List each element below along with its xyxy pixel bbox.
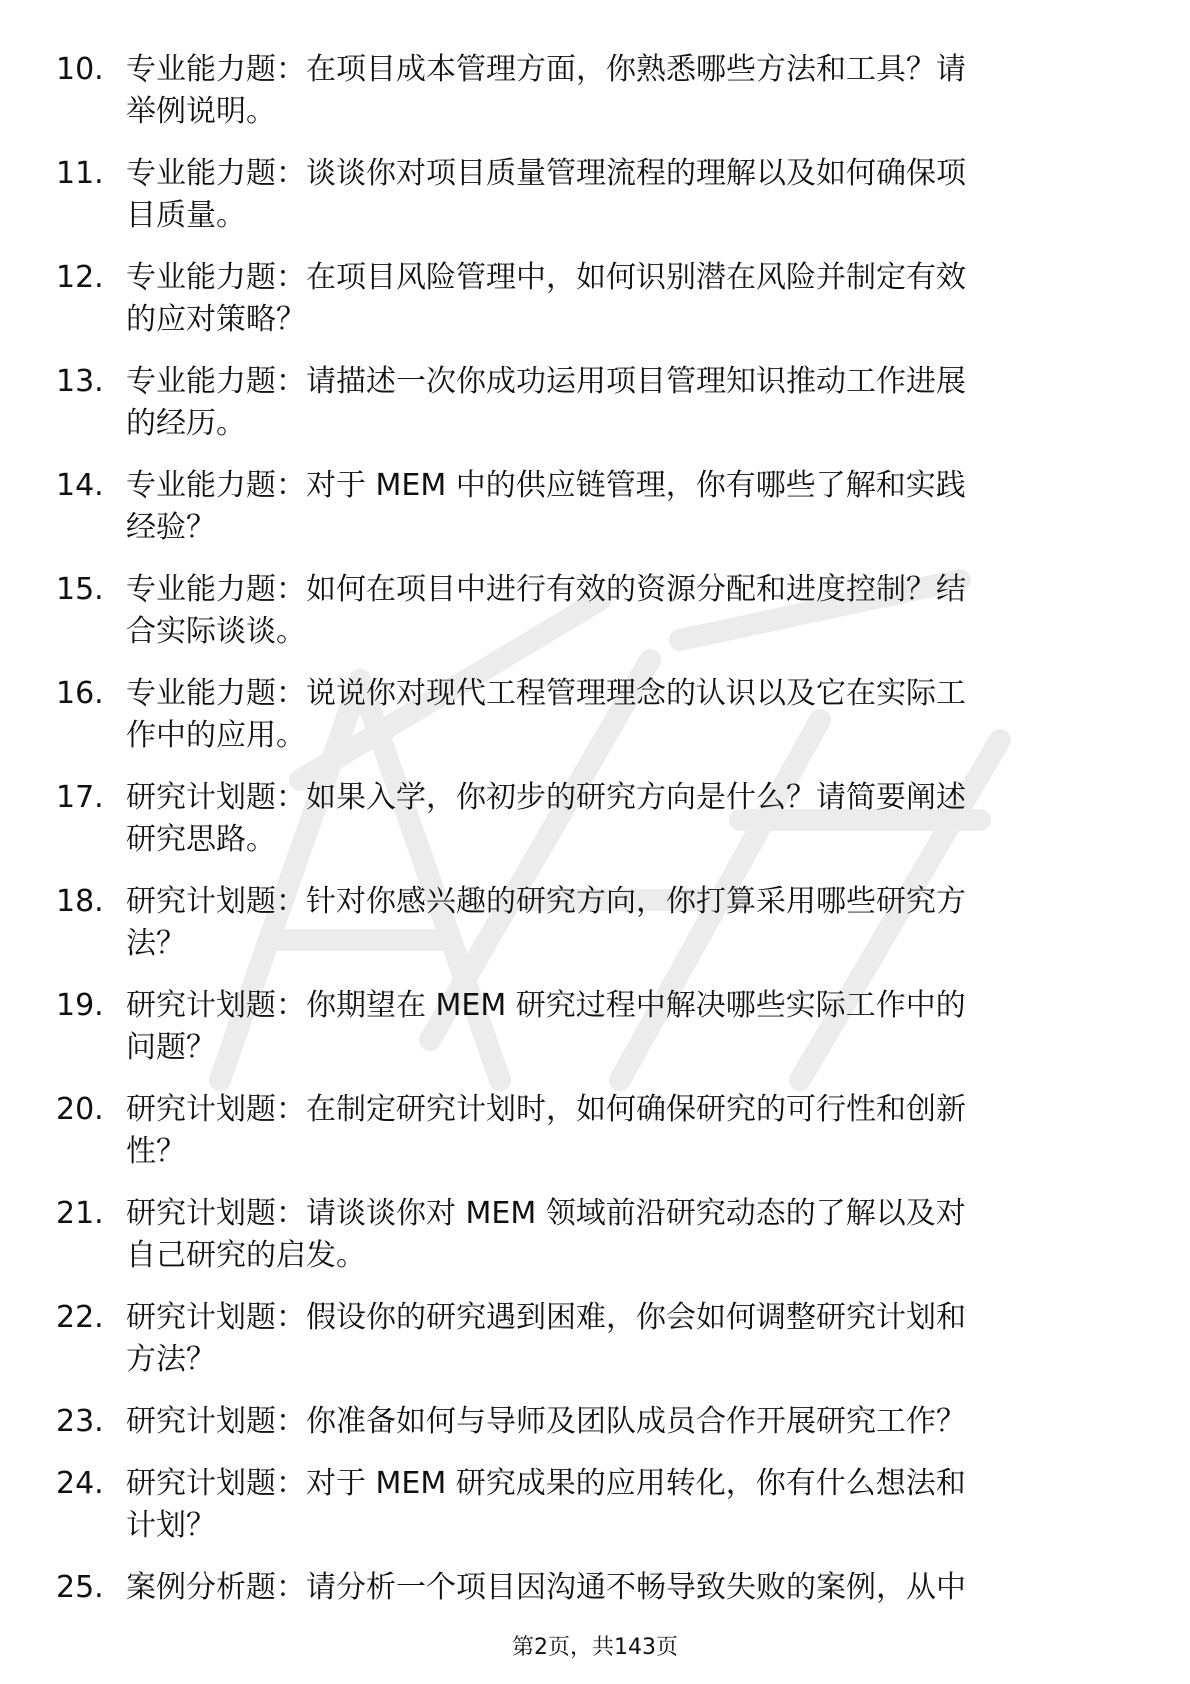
question-number: 12. xyxy=(56,260,104,295)
question-text-line: 研究计划题：如果入学，你初步的研究方向是什么？请简要阐述 xyxy=(126,780,966,815)
question-text-line: 研究计划题：在制定研究计划时，如何确保研究的可行性和创新 xyxy=(126,1092,966,1127)
question-text-line: 专业能力题：在项目风险管理中，如何识别潜在风险并制定有效 xyxy=(126,260,966,295)
list-item xyxy=(0,881,1190,985)
question-text-line: 研究计划题：对于 MEM 研究成果的应用转化，你有什么想法和 xyxy=(126,1466,966,1501)
list-item xyxy=(0,1089,1190,1193)
question-text-line: 案例分析题：请分析一个项目因沟通不畅导致失败的案例，从中 xyxy=(126,1570,966,1605)
question-number: 10. xyxy=(56,52,104,87)
list-item xyxy=(0,777,1190,881)
list-item xyxy=(0,1401,1190,1463)
question-text-line: 研究计划题：你期望在 MEM 研究过程中解决哪些实际工作中的 xyxy=(126,988,966,1023)
question-text-line: 研究思路。 xyxy=(126,822,276,857)
question-number: 11. xyxy=(56,156,104,191)
list-item xyxy=(0,465,1190,569)
question-text-line: 计划？ xyxy=(126,1508,216,1543)
question-number: 21. xyxy=(56,1196,104,1231)
question-number: 17. xyxy=(56,780,104,815)
question-text-line: 专业能力题：如何在项目中进行有效的资源分配和进度控制？结 xyxy=(126,572,966,607)
list-item xyxy=(0,153,1190,257)
question-text-line: 自己研究的启发。 xyxy=(126,1238,366,1273)
list-item xyxy=(0,1567,1190,1615)
list-item xyxy=(0,49,1190,153)
question-text-line: 专业能力题：请描述一次你成功运用项目管理知识推动工作进展 xyxy=(126,364,966,399)
question-text-line: 研究计划题：请谈谈你对 MEM 领域前沿研究动态的了解以及对 xyxy=(126,1196,966,1231)
question-text-line: 方法？ xyxy=(126,1342,216,1377)
question-text-line: 作中的应用。 xyxy=(126,718,306,753)
question-text-line: 专业能力题：在项目成本管理方面，你熟悉哪些方法和工具？请 xyxy=(126,52,966,87)
question-number: 20. xyxy=(56,1092,104,1127)
list-item xyxy=(0,1297,1190,1401)
question-text-line: 研究计划题：针对你感兴趣的研究方向，你打算采用哪些研究方 xyxy=(126,884,966,919)
list-item xyxy=(0,673,1190,777)
question-number: 23. xyxy=(56,1404,104,1439)
question-number: 25. xyxy=(56,1570,104,1605)
question-list xyxy=(0,49,1190,1615)
question-number: 22. xyxy=(56,1300,104,1335)
question-number: 16. xyxy=(56,676,104,711)
list-item xyxy=(0,257,1190,361)
list-item xyxy=(0,361,1190,465)
question-text-line: 研究计划题：你准备如何与导师及团队成员合作开展研究工作？ xyxy=(126,1404,966,1439)
question-text-line: 合实际谈谈。 xyxy=(126,614,306,649)
question-text-line: 专业能力题：说说你对现代工程管理理念的认识以及它在实际工 xyxy=(126,676,966,711)
question-text-line: 专业能力题：对于 MEM 中的供应链管理，你有哪些了解和实践 xyxy=(126,468,966,503)
question-text-line: 经验？ xyxy=(126,510,216,545)
list-item xyxy=(0,985,1190,1089)
list-item xyxy=(0,1193,1190,1297)
question-text-line: 法？ xyxy=(126,926,186,961)
page-footer: 第2页，共143页 xyxy=(512,1635,678,1660)
list-item xyxy=(0,569,1190,673)
question-number: 15. xyxy=(56,572,104,607)
question-text-line: 性？ xyxy=(126,1134,186,1169)
question-text-line: 问题？ xyxy=(126,1030,216,1065)
question-number: 14. xyxy=(56,468,104,503)
question-text-line: 专业能力题：谈谈你对项目质量管理流程的理解以及如何确保项 xyxy=(126,156,966,191)
question-text-line: 的应对策略？ xyxy=(126,302,306,337)
question-text-line: 研究计划题：假设你的研究遇到困难，你会如何调整研究计划和 xyxy=(126,1300,966,1335)
question-number: 13. xyxy=(56,364,104,399)
list-item xyxy=(0,1463,1190,1567)
question-text-line: 目质量。 xyxy=(126,198,246,233)
question-text-line: 的经历。 xyxy=(126,406,246,441)
question-number: 19. xyxy=(56,988,104,1023)
question-number: 18. xyxy=(56,884,104,919)
question-text-line: 举例说明。 xyxy=(126,94,276,129)
question-number: 24. xyxy=(56,1466,104,1501)
